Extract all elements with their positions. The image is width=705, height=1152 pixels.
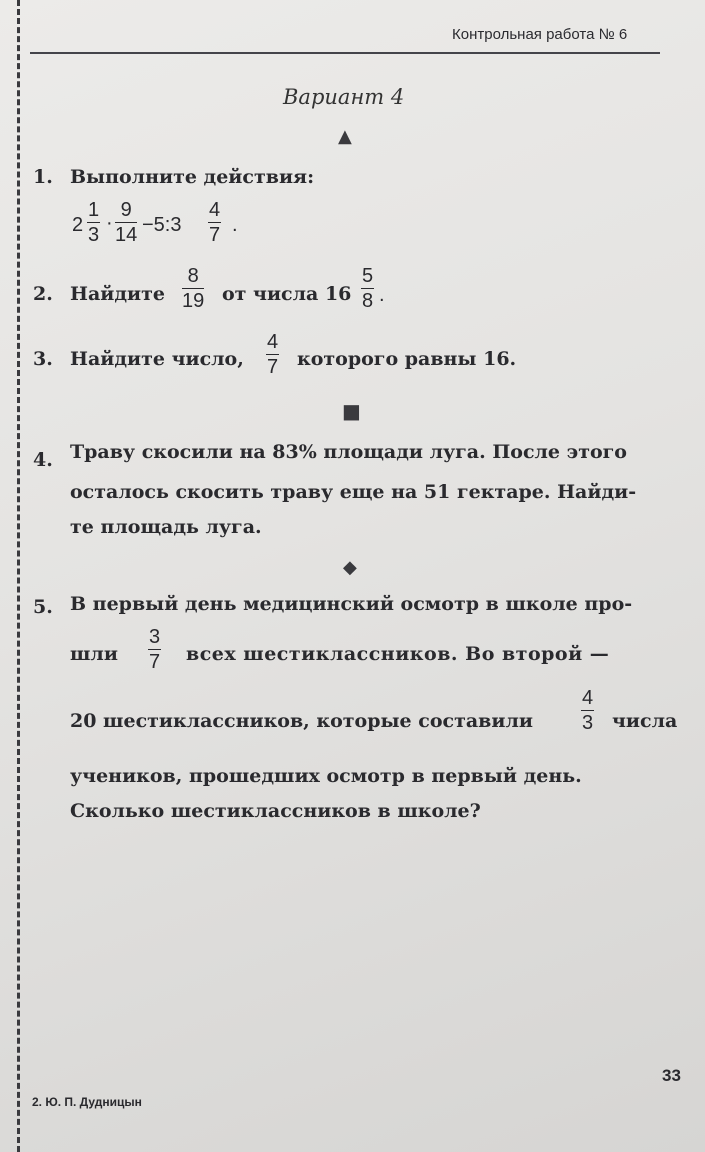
task-5-line-2-end: всех шестиклассников. Во второй — [186,643,610,665]
task-5-line-4: учеников, прошедших осмотр в первый день. [70,765,582,787]
task-5-line-5: Сколько шестиклассников в школе? [70,800,481,822]
margin-line [17,0,20,1152]
task-4-line-2: осталось скосить траву еще на 51 гектаре. Найди- [70,481,637,503]
footer-author: 2. Ю. П. Дудницын [32,1095,142,1109]
task-5-line-3-end: числа [612,710,678,732]
task-2-text-start: Найдите [70,283,165,305]
task-5-line-2-start: шли [70,643,118,665]
task-3-number: 3. [33,348,53,370]
task-1-dot: · [106,212,113,234]
variant-title: Вариант 4 [283,85,405,109]
task-4-number: 4. [33,449,53,471]
task-2-fraction-8-19: $\frac{8}{19}$ [182,265,205,312]
task-2-fraction-5-8: $\frac{5}{8}$ [362,265,374,312]
task-4-line-3: те площадь луга. [70,516,262,538]
task-3-text-start: Найдите число, [70,348,244,370]
task-5-number: 5. [33,596,53,618]
task-5-fraction-4-3: $\frac{4}{3}$ [582,687,594,734]
task-1-whole-2: 2 [72,214,84,236]
task-3-fraction-4-7: $\frac{4}{7}$ [267,331,279,378]
triangle-icon: ▲ [338,126,352,147]
square-icon: ■ [342,399,361,423]
task-1-period: . [232,214,238,236]
task-5-line-3-start: 20 шестиклассников, которые составили [70,710,533,732]
task-1-fraction-9-14: $\frac{9}{14}$ [115,199,138,246]
page-header-title: Контрольная работа № 6 [452,26,628,43]
header-rule [30,52,660,54]
task-3-text-end: которого равны 16. [297,348,517,370]
task-1-fraction-1-3: $\frac{1}{3}$ [88,199,100,246]
page-number: 33 [662,1066,681,1085]
task-1-minus-division: −5:3 [142,214,182,236]
task-1-fraction-4-7: $\frac{4}{7}$ [209,199,221,246]
task-5-fraction-3-7: $\frac{3}{7}$ [149,626,161,673]
task-2-number: 2. [33,283,53,305]
task-2-text-end: от числа 16 [222,283,352,305]
task-4-line-1: Траву скосили на 83% площади луга. После этого [70,441,627,463]
diamond-icon: ◆ [343,557,357,578]
task-1-number: 1. [33,166,53,188]
task-5-line-1: В первый день медицинский осмотр в школе про- [70,593,633,615]
task-2-period: . [379,284,385,306]
task-1-text: Выполните действия: [70,166,315,188]
